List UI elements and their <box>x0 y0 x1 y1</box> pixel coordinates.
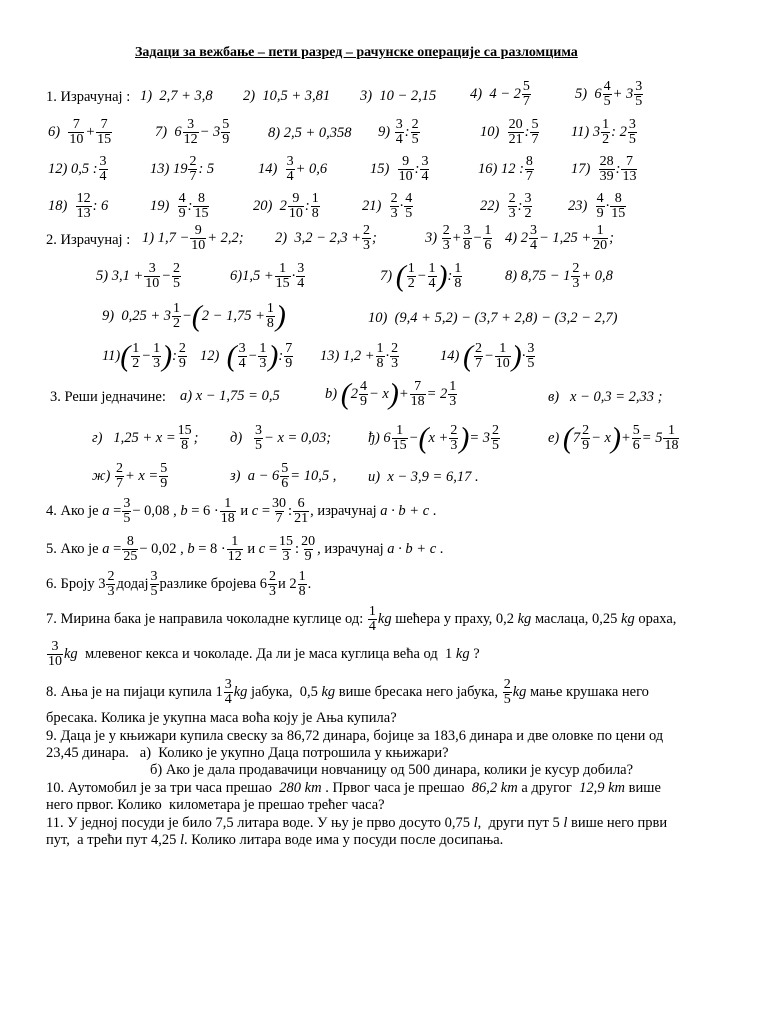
problem-4: 4. Ако је a = $\frac{3}{5}$ − 0,08 , b = 6 · $\frac{1}{18}$ и c = $\frac{30}{7}$ : $\frac{6}{21}$ , израчунај a · b + c . <box>46 496 437 526</box>
p1-item-5: 5) 6 $\frac{4}{5}$ + 3 $\frac{3}{5}$ <box>575 79 643 109</box>
p2-item-11: 11)( $\frac{1}{2}$ − $\frac{1}{3}$ ): $\frac{2}{9}$ <box>102 339 186 373</box>
p1-item-15: 15) $\frac{9}{10}$ : $\frac{3}{4}$ <box>370 154 429 184</box>
p2-item-14: 14) ( $\frac{2}{7}$ − $\frac{1}{10}$ )· $\frac{3}{5}$ <box>440 339 535 373</box>
p1-item-2: 2) 10,5 + 3,81 <box>243 88 331 104</box>
p1-item-1: 1) 2,7 + 3,8 <box>140 88 213 104</box>
p1-item-3: 3) 10 − 2,15 <box>360 88 437 104</box>
p1-item-12: 12) 0,5 : $\frac{3}{4}$ <box>48 154 107 184</box>
p1-item-7: 7) 6 $\frac{3}{12}$ − 3 $\frac{5}{9}$ <box>155 117 230 147</box>
p1-item-23: 23) $\frac{4}{9}$ · $\frac{8}{15}$ <box>568 191 626 221</box>
p3-item-dj: ђ) 6 $\frac{1}{15}$ −(x + $\frac{2}{3}$ )= 3 $\frac{2}{5}$ <box>368 421 499 455</box>
p1-item-13: 13) 19 $\frac{2}{7}$ : 5 <box>150 154 215 184</box>
p1-item-8: 8) 2,5 + 0,358 <box>268 125 352 141</box>
p2-item-8: 8) 8,75 − 1 $\frac{2}{3}$ + 0,8 <box>505 261 613 291</box>
p1-item-16: 16) 12 : $\frac{8}{7}$ <box>478 154 533 184</box>
p1-item-14: 14) $\frac{3}{4}$ + 0,6 <box>258 154 328 184</box>
p2-item-7: 7) ( $\frac{1}{2}$ − $\frac{1}{4}$ ): $\frac{1}{8}$ <box>380 259 462 293</box>
p3-item-e: е) (7 $\frac{2}{9}$ − x)+ $\frac{5}{6}$ = 5 $\frac{1}{18}$ <box>548 421 679 455</box>
p3-item-g: г) 1,25 + x = $\frac{15}{8}$ ; <box>92 423 199 453</box>
p1-item-18: 18) $\frac{12}{13}$ : 6 <box>48 191 109 221</box>
p2-item-9: 9) 0,25 + 3 $\frac{1}{2}$ −(2 − 1,75 + $\frac{1}{8}$ ) <box>102 299 286 333</box>
p1-item-22: 22) $\frac{2}{3}$ : $\frac{3}{2}$ <box>480 191 532 221</box>
p1-item-17: 17) $\frac{28}{39}$ : $\frac{7}{13}$ <box>571 154 637 184</box>
problem-10-cont: него првог. Колико километара је прешао трећег часа? <box>46 797 385 813</box>
p2-item-13: 13) 1,2 + $\frac{1}{8}$ · $\frac{2}{3}$ <box>320 341 399 371</box>
problem-7-cont: $\frac{3}{10}$ kg млевеног кекса и чоколаде. Да ли је маса куглица већа од 1 kg ? <box>48 639 480 669</box>
p1-item-21: 21) $\frac{2}{3}$ · $\frac{4}{5}$ <box>362 191 413 221</box>
p2-item-4: 4) 2 $\frac{3}{4}$ − 1,25 + $\frac{1}{20}$ ; <box>505 223 615 253</box>
p1-item-6: 6) $\frac{7}{10}$ + $\frac{7}{15}$ <box>48 117 112 147</box>
problem-9b: б) Ако је дала продавачици новчаницу од 500 динара, колики је кусур добила? <box>150 762 634 778</box>
p2-item-2: 2) 3,2 − 2,3 + $\frac{2}{3}$ ; <box>275 223 377 253</box>
p1-item-10: 10) $\frac{20}{21}$ : $\frac{5}{7}$ <box>480 117 539 147</box>
problem-8: 8. Ања је на пијаци купила 1 $\frac{3}{4}$ kg јабука, 0,5 kg више бресака него јабука, $\frac{2}{5}$ kg мање крушака него <box>46 677 649 707</box>
problem-9-cont: 23,45 динара. а) Колико је укупно Даца потрошила у књижари? <box>46 745 449 761</box>
p2-item-10: 10) (9,4 + 5,2) − (3,7 + 2,8) − (3,2 − 2,7) <box>368 310 618 326</box>
p3-item-a: a) x − 1,75 = 0,5 <box>180 388 280 404</box>
problem-6: 6. Броју 3 $\frac{2}{3}$ додај $\frac{3}{5}$ разлике бројева 6 $\frac{2}{3}$ и 2 $\frac{1}{8}$ . <box>46 569 312 599</box>
problem-10: 10. Аутомобил је за три часа прешао 280 km . Првог часа је прешао 86,2 km а другог 12,9 km више <box>46 780 661 796</box>
p3-item-z: з) a − 6 $\frac{5}{6}$ = 10,5 , <box>230 461 337 491</box>
p3-item-v: в) x − 0,3 = 2,33 ; <box>548 389 663 405</box>
problem-9: 9. Даца је у књижари купила свеску за 86,72 динара, бојице за 183,6 динара и две оловке по цени од <box>46 728 664 744</box>
problem-3-label: 3. Реши једначине: <box>50 389 166 405</box>
problem-2-label: 2. Израчунај : <box>46 232 131 248</box>
p1-item-20: 20) 2 $\frac{9}{10}$ : $\frac{1}{8}$ <box>253 191 319 221</box>
p1-item-19: 19) $\frac{4}{9}$ : $\frac{8}{15}$ <box>150 191 209 221</box>
problem-11-cont: пут, а трећи пут 4,25 l. Колико литара воде има у посуди после досипања. <box>46 832 504 848</box>
p3-item-d: д) $\frac{3}{5}$ − x = 0,03; <box>230 423 332 453</box>
problem-1-label: 1. Израчунај : <box>46 89 131 105</box>
p3-item-b: b) (2 $\frac{4}{9}$ − x)+ $\frac{7}{18}$ = 2 $\frac{1}{3}$ <box>325 377 457 411</box>
p1-item-9: 9) $\frac{3}{4}$ : $\frac{2}{5}$ <box>378 117 419 147</box>
problem-7: 7. Мирина бака је направила чоколадне куглице од: $\frac{1}{4}$ kg шећера у праху, 0,2 kg маслаца, 0,25 kg ораха, <box>46 604 677 634</box>
problem-11: 11. У једној посуди је било 7,5 литара воде. У њу је прво досуто 0,75 l, други пут 5 l више него први <box>46 815 668 831</box>
p1-item-11: 11) 3 $\frac{1}{2}$ : 2 $\frac{3}{5}$ <box>571 117 636 147</box>
problem-5: 5. Ако је a = $\frac{8}{25}$ − 0,02 , b = 8 · $\frac{1}{12}$ и c = $\frac{15}{3}$ : $\frac{20}{9}$ , израчунај a · b + c . <box>46 534 444 564</box>
p2-item-1: 1) 1,7 − $\frac{9}{10}$ + 2,2; <box>142 223 244 253</box>
p3-item-zh: ж) $\frac{2}{7}$ + x = $\frac{5}{9}$ <box>92 461 168 491</box>
p2-item-6: 6)1,5 + $\frac{1}{15}$ · $\frac{3}{4}$ <box>230 261 305 291</box>
page-title: Задаци за вежбање – пети разред – рачунске операције са разломцима <box>135 45 578 60</box>
p2-item-3: 3) $\frac{2}{3}$ + $\frac{3}{8}$ − $\frac{1}{6}$ <box>425 223 492 253</box>
problem-8-cont: бресака. Колика је укупна маса воћа коју је Ања купила? <box>46 710 397 726</box>
p2-item-12: 12) ( $\frac{3}{4}$ − $\frac{1}{3}$ ): $\frac{7}{9}$ <box>200 339 293 373</box>
p1-item-4: 4) 4 − 2 $\frac{5}{7}$ <box>470 79 530 109</box>
p3-item-i: и) x − 3,9 = 6,17 . <box>368 469 479 485</box>
p2-item-5: 5) 3,1 + $\frac{3}{10}$ − $\frac{2}{5}$ <box>96 261 181 291</box>
